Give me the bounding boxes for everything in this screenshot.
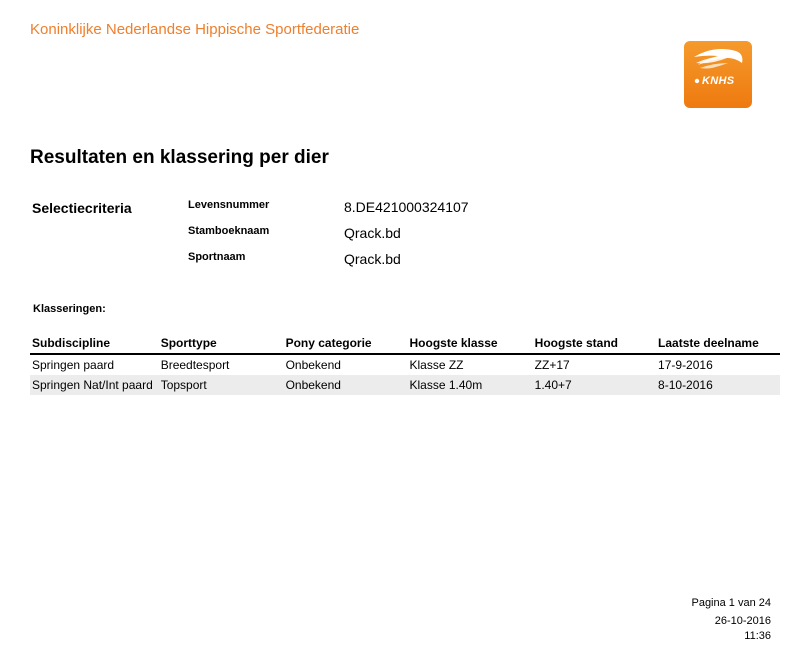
table-cell: Springen Nat/Int paard bbox=[30, 375, 159, 395]
print-time: 11:36 bbox=[744, 630, 771, 642]
table-cell: 8-10-2016 bbox=[656, 375, 780, 395]
page-title: Resultaten en klassering per dier bbox=[30, 147, 329, 168]
column-header: Pony categorie bbox=[284, 334, 408, 354]
table-cell: Topsport bbox=[159, 375, 284, 395]
table-cell: 17-9-2016 bbox=[658, 358, 713, 372]
table-header-row bbox=[30, 334, 780, 354]
criteria-value-sportnaam: Qrack.bd bbox=[344, 251, 401, 267]
criteria-label-stamboeknaam: Stamboeknaam bbox=[188, 225, 270, 237]
criteria-label-sportnaam: Sportnaam bbox=[188, 251, 246, 263]
table-cell: 1.40+7 bbox=[533, 375, 656, 395]
table-cell: ZZ+17 bbox=[534, 358, 570, 372]
page-number: Pagina 1 van 24 bbox=[691, 597, 771, 609]
table-cell: Breedtesport bbox=[160, 358, 230, 372]
column-header: Sporttype bbox=[159, 334, 284, 354]
knhs-logo bbox=[684, 41, 752, 108]
organization-name: Koninklijke Nederlandse Hippische Sportfederatie bbox=[30, 21, 360, 38]
rankings-table bbox=[30, 334, 780, 395]
logo-text: KNHS bbox=[702, 75, 735, 87]
table-row bbox=[30, 354, 780, 375]
table-cell: Klasse ZZ bbox=[409, 358, 464, 372]
column-header: Hoogste stand bbox=[533, 334, 656, 354]
table-cell: Onbekend bbox=[284, 375, 408, 395]
rankings-label: Klasseringen: bbox=[33, 303, 106, 315]
criteria-title: Selectiecriteria bbox=[32, 200, 132, 216]
table-cell: Onbekend bbox=[285, 358, 341, 372]
column-header: Hoogste klasse bbox=[408, 334, 533, 354]
criteria-value-stamboeknaam: Qrack.bd bbox=[344, 225, 401, 241]
criteria-value-levensnummer: 8.DE421000324107 bbox=[344, 199, 469, 215]
table-row bbox=[30, 375, 780, 395]
print-date: 26-10-2016 bbox=[714, 615, 771, 627]
criteria-label-levensnummer: Levensnummer bbox=[188, 199, 270, 211]
table-cell: Klasse 1.40m bbox=[408, 375, 533, 395]
column-header: Laatste deelname bbox=[656, 334, 780, 354]
column-header: Subdiscipline bbox=[30, 334, 159, 354]
table-cell: Springen paard bbox=[32, 358, 115, 372]
